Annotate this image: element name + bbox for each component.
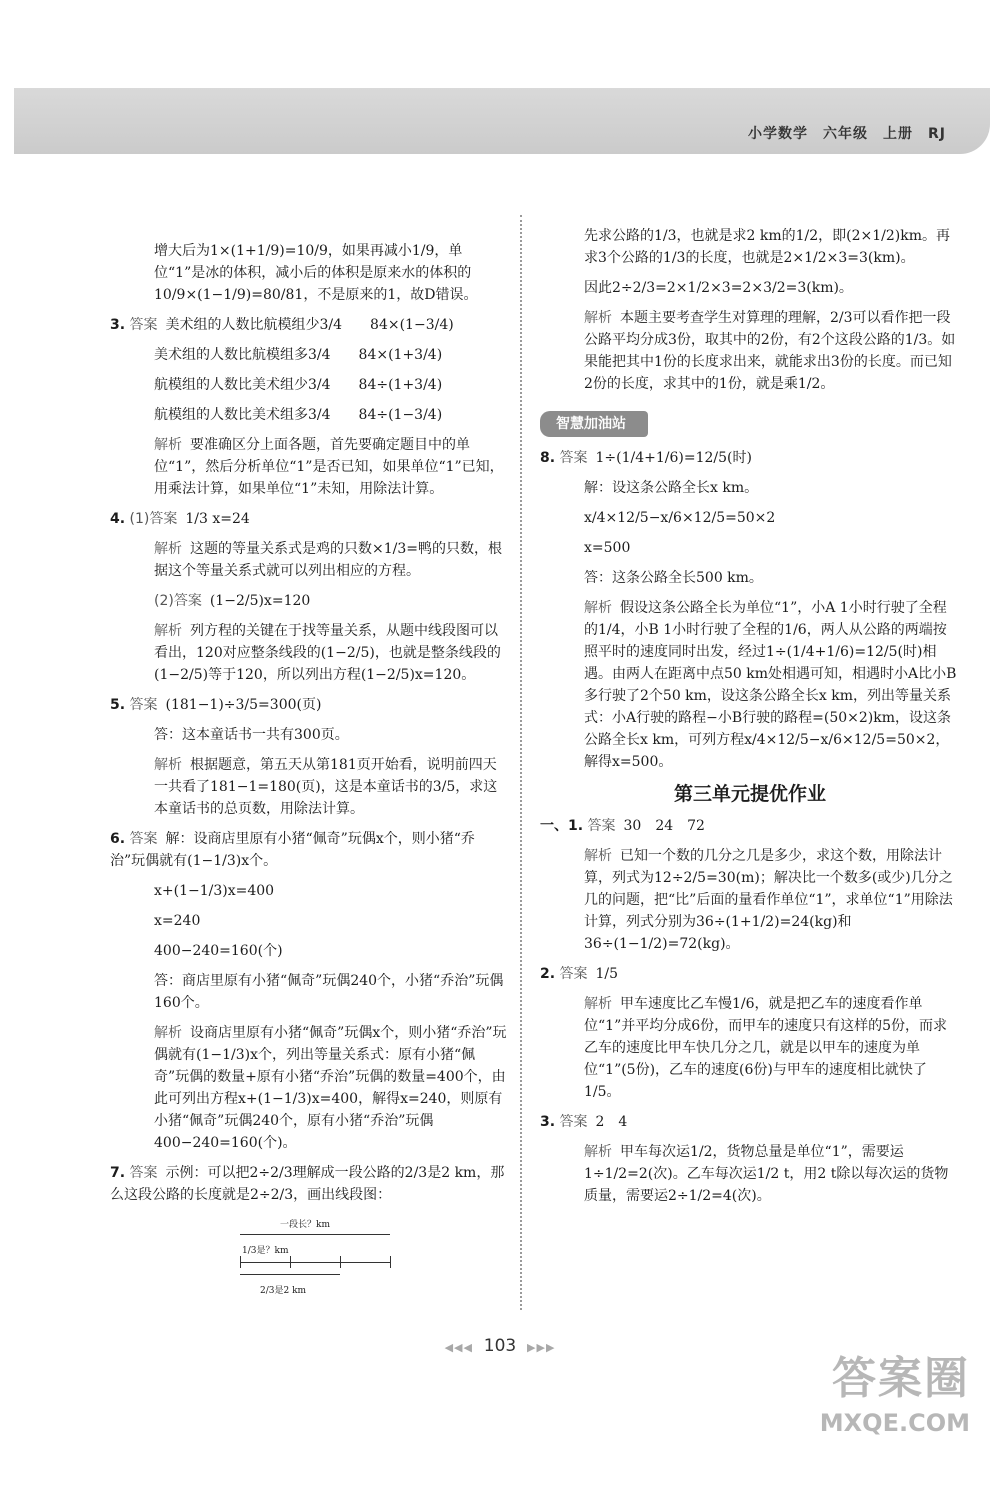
text-line <box>110 240 510 306</box>
text-line <box>540 1111 960 1133</box>
line-text: 因此2÷2/3=2×1/2×3=2×3/2=3(km)。 <box>584 280 853 296</box>
answer-tag: 答案 <box>559 966 588 982</box>
text-line <box>110 538 510 582</box>
line-text: 已知一个数的几分之几是多少，求这个数，用除法计算，列式为12÷2/5=30(m)；解决比一个数多(或少)几分之几的问题，把“比”后面的量看作单位“1”，求单位“1”用除法计算，列式分别为36÷(1+1/2)=24(kg)和36÷(1−1/2)=72(kg)。 <box>584 848 953 952</box>
answer-tag: 解析 <box>154 757 182 773</box>
line-text: 甲车速度比乙车慢1/6，就是把乙车的速度看作单位“1”并平均分成6份，而甲车的速度只有这样的5份，而求乙车的速度比甲车快几分之几，就是以甲车的速度为单位“1”(5份)，乙车的速度(6份)与甲车的速度相比就快了1/5。 <box>584 996 948 1100</box>
line-text: 30 24 72 <box>623 818 705 834</box>
answer-tag: 答案 <box>559 1114 588 1130</box>
question-number: 4. <box>110 511 126 527</box>
diagram-tick <box>240 1256 241 1268</box>
answer-tag: 答案 <box>587 818 616 834</box>
line-text: 甲车每次运1/2，货物总量是单位“1”，需要运1÷1/2=2(次)。乙车每次运1/2 t，用2 t除以每次运的货物质量，需要运2÷1/2=4(次)。 <box>584 1144 949 1204</box>
line-text: 航模组的人数比美术组多3/4 84÷(1−3/4) <box>154 407 443 423</box>
text-line <box>110 754 510 820</box>
line-text: 美术组的人数比航模组少3/4 84×(1−3/4) <box>165 317 454 333</box>
line-text: 美术组的人数比航模组多3/4 84×(1+3/4) <box>154 347 443 363</box>
line-text: 解：设商店里原有小猪“佩奇”玩偶x个，则小猪“乔治”玩偶就有(1−1/3)x个。 <box>110 831 475 869</box>
left-column <box>110 240 510 1302</box>
watermark-text: 答案圈 <box>832 1353 970 1404</box>
text-line <box>110 970 510 1014</box>
line-text: (181−1)÷3/5=300(页) <box>165 697 322 713</box>
text-line <box>540 307 960 395</box>
text-line <box>110 374 510 396</box>
right-column <box>540 225 960 1215</box>
column-divider <box>520 215 522 1310</box>
line-text: 要准确区分上面各题，首先要确定题目中的单位“1”，然后分析单位“1”是否已知，如果单位“1”已知，用乘法计算，如果单位“1”未知，用除法计算。 <box>154 437 504 497</box>
answer-tag: (2)答案 <box>154 593 202 609</box>
line-segment-diagram <box>240 1214 400 1302</box>
text-line <box>110 508 510 530</box>
text-line <box>540 507 960 529</box>
line-text: 400−240=160(个) <box>154 943 283 959</box>
answer-tag: 解析 <box>584 996 612 1012</box>
text-line <box>540 1141 960 1207</box>
diagram-segment-line <box>240 1262 390 1263</box>
answer-tag: 解析 <box>154 541 182 557</box>
question-number: 6. <box>110 831 126 847</box>
text-line <box>540 225 960 269</box>
question-number: 7. <box>110 1165 126 1181</box>
text-line <box>110 910 510 932</box>
next-arrows: ▶▶▶ <box>527 1341 556 1354</box>
text-line <box>540 477 960 499</box>
line-text: 答：这条公路全长500 km。 <box>584 570 763 586</box>
line-text: 增大后为1×(1+1/9)=10/9，如果再减小1/9，单位“1”是冰的体积，减小后的体积是原来水的体积的10/9×(1−1/9)=80/81，不是原来的1，故D错误。 <box>154 243 478 303</box>
answer-tag: 答案 <box>129 831 158 847</box>
answer-tag: 答案 <box>559 450 588 466</box>
header-subject: 小学数学 六年级 上册 RJ <box>748 126 946 142</box>
question-number: 3. <box>110 317 126 333</box>
section-title: 第三单元提优作业 <box>673 783 826 805</box>
text-line <box>110 434 510 500</box>
text-line <box>110 344 510 366</box>
question-number: 8. <box>540 450 556 466</box>
text-line <box>540 597 960 773</box>
text-line <box>110 1022 510 1154</box>
text-line <box>110 940 510 962</box>
line-text: 本题主要考查学生对算理的理解，2/3可以看作把一段公路平均分成3份，取其中的2份，有2个这段公路的1/3。如果能把其中1份的长度求出来，就能求出3份的长度。而已知2份的长度，求其中的1份，就是乘1/2。 <box>584 310 956 392</box>
line-text: 答：这本童话书一共有300页。 <box>154 727 349 743</box>
text-line <box>540 447 960 469</box>
diagram-label-third: 1/3是？km <box>242 1246 289 1256</box>
answer-tag: 答案 <box>129 697 158 713</box>
header-band <box>14 88 990 154</box>
line-text: 列方程的关键在于找等量关系，从题中线段图可以看出，120对应整条线段的(1−2/5)，也就是整条线段的(1−2/5)等于120，所以列出方程(1−2/5)x=120。 <box>154 623 501 683</box>
line-text: 这题的等量关系式是鸡的只数×1/3=鸭的只数，根据这个等量关系式就可以列出相应的方程。 <box>154 541 502 579</box>
question-number: 一、1. <box>540 818 584 834</box>
text-line <box>540 993 960 1103</box>
text-line <box>540 567 960 589</box>
line-text: 解：设这条公路全长x km。 <box>584 480 759 496</box>
line-text: 假设这条公路全长为单位“1”，小A 1小时行驶了全程的1/4，小B 1小时行驶了全程的1/6，两人从公路的两端按照平时的速度同时出发，经过1÷(1/4+1/6)=12/5(时)相遇。由两人在距离中点50 km处相遇可知，相遇时小A比小B多行驶了2个50 km，设这条公路全长x km，列出等量关系式：小A行驶的路程−小B行驶的路程=(50×2)km，设这条公路全长x km，可列方程x/4×12/5−x/6×12/5=50×2，解得x=500。 <box>584 600 957 770</box>
tip-banner: 智慧加油站 <box>540 411 648 437</box>
line-text: 示例：可以把2÷2/3理解成一段公路的2/3是2 km，那么这段公路的长度就是2÷2/3，画出线段图： <box>110 1165 505 1203</box>
text-line <box>110 404 510 426</box>
line-text: 先求公路的1/3，也就是求2 km的1/2，即(2×1/2)km。再求3个公路的1/3的长度，也就是2×1/2×3=3(km)。 <box>584 228 951 266</box>
text-line <box>110 694 510 716</box>
text-line <box>540 845 960 955</box>
watermark-logo <box>790 1349 970 1469</box>
text-line <box>110 590 510 612</box>
answer-tag: 解析 <box>154 1025 182 1041</box>
line-text: 1÷(1/4+1/6)=12/5(时) <box>595 450 752 466</box>
question-number: 3. <box>540 1114 556 1130</box>
question-number: 2. <box>540 966 556 982</box>
diagram-label-two-thirds: 2/3是2 km <box>260 1286 307 1296</box>
diagram-label-total: 一段长？km <box>280 1220 330 1230</box>
answer-tag: 解析 <box>584 848 612 864</box>
line-text: 航模组的人数比美术组少3/4 84÷(1+3/4) <box>154 377 443 393</box>
text-line <box>540 815 960 837</box>
answer-tag: 解析 <box>154 623 182 639</box>
diagram-brace <box>240 1274 340 1275</box>
page-number: 103 <box>483 1336 517 1356</box>
text-line <box>110 314 510 336</box>
text-line <box>540 537 960 559</box>
answer-tag: 答案 <box>129 1165 158 1181</box>
diagram-tick <box>290 1256 291 1268</box>
line-text: 1/3 x=24 <box>185 511 250 527</box>
answer-tag: 解析 <box>584 1144 612 1160</box>
line-text: 答：商店里原有小猪“佩奇”玩偶240个，小猪“乔治”玩偶160个。 <box>154 973 504 1011</box>
line-text: 根据题意，第五天从第181页开始看，说明前四天一共看了181−1=180(页)，这是本童话书的3/5，求这本童话书的总页数，用除法计算。 <box>154 757 498 817</box>
line-text: x=240 <box>154 913 201 929</box>
answer-tag: 解析 <box>584 310 612 326</box>
text-line <box>110 620 510 686</box>
diagram-tick <box>340 1256 341 1268</box>
line-text: x+(1−1/3)x=400 <box>154 883 275 899</box>
answer-tag: 答案 <box>129 317 158 333</box>
text-line <box>110 1162 510 1206</box>
question-number: 5. <box>110 697 126 713</box>
line-text: (1−2/5)x=120 <box>209 593 311 609</box>
text-line <box>110 828 510 872</box>
diagram-main-line <box>240 1234 390 1235</box>
diagram-tick <box>390 1256 391 1268</box>
line-text: x/4×12/5−x/6×12/5=50×2 <box>584 510 776 526</box>
text-line <box>540 277 960 299</box>
watermark-url: MXQE.COM <box>819 1409 970 1437</box>
answer-tag: 解析 <box>154 437 182 453</box>
text-line <box>540 963 960 985</box>
prev-arrows: ◀◀◀ <box>444 1341 473 1354</box>
line-text: 设商店里原有小猪“佩奇”玩偶x个，则小猪“乔治”玩偶就有(1−1/3)x个，列出等量关系式：原有小猪“佩奇”玩偶的数量+原有小猪“乔治”玩偶的数量=400个，由此可列出方程x+(1−1/3)x=400，解得x=240，则原有小猪“佩奇”玩偶240个，原有小猪“乔治”玩偶400−240=160(个)。 <box>154 1025 507 1151</box>
answer-tag: (1)答案 <box>129 511 178 527</box>
text-line <box>110 880 510 902</box>
answer-tag: 解析 <box>584 600 612 616</box>
line-text: 2 4 <box>595 1114 628 1130</box>
text-line <box>110 724 510 746</box>
line-text: 1/5 <box>595 966 619 982</box>
line-text: x=500 <box>584 540 631 556</box>
